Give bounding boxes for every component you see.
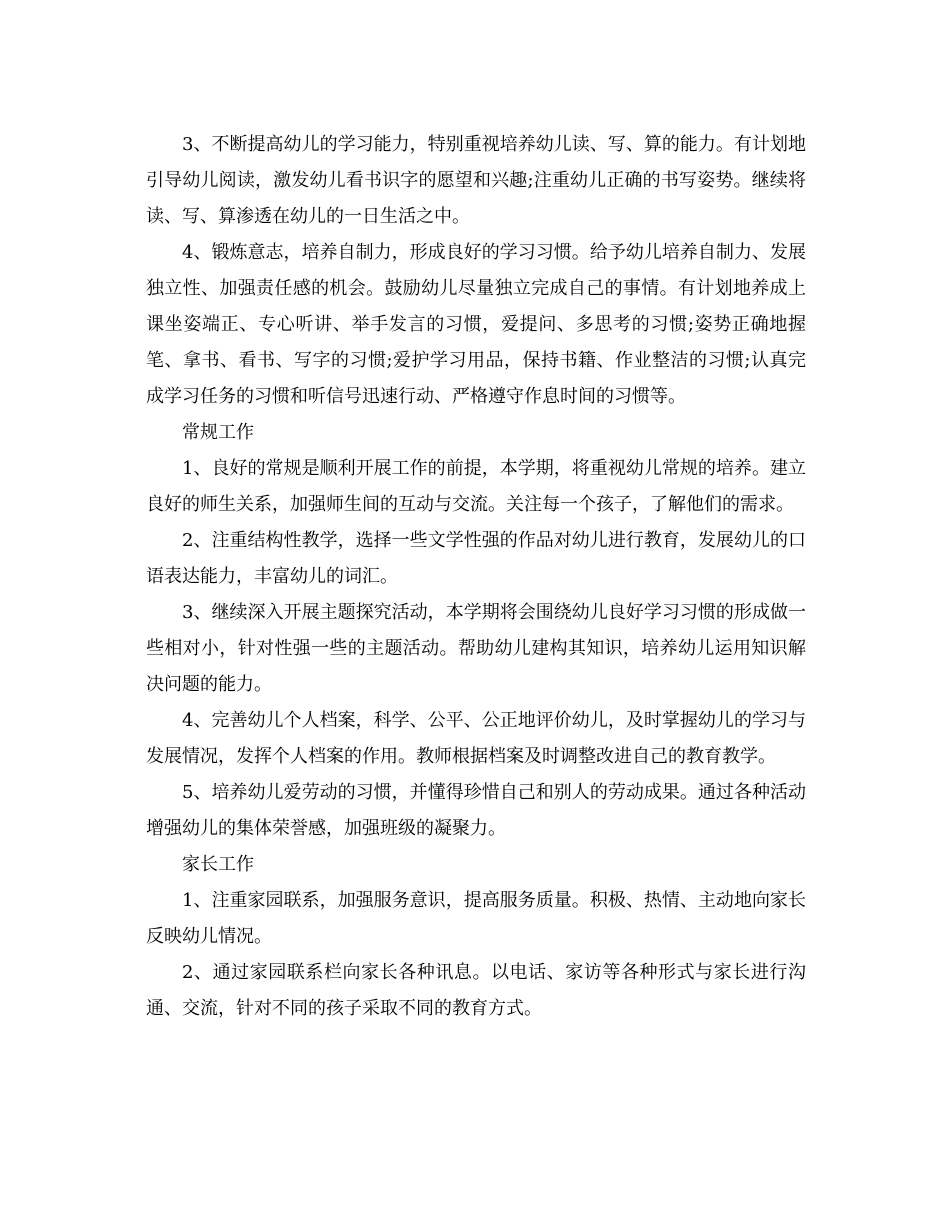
paragraph-parent-2: 2、通过家园联系栏向家长各种讯息。以电话、家访等各种形式与家长进行沟通、交流，针对不同的孩子采取不同的教育方式。: [146, 962, 806, 1019]
paragraph-routine-5: 5、培养幼儿爱劳动的习惯，并懂得珍惜自己和别人的劳动成果。通过各种活动增强幼儿的集体荣誉感，加强班级的凝聚力。: [146, 782, 806, 839]
document-page: [146, 127, 806, 1027]
section-heading-routine-work: 常规工作: [182, 422, 254, 443]
paragraph-parent-1: 1、注重家园联系，加强服务意识，提高服务质量。积极、热情、主动地向家长反映幼儿情况。: [146, 890, 806, 947]
paragraph-learning-habits: 4、锻炼意志，培养自制力，形成良好的学习习惯。给予幼儿培养自制力、发展独立性、加强责任感的机会。鼓励幼儿尽量独立完成自己的事情。有计划地养成上课坐姿端正、专心听讲、举手发言的习惯，爱提问、多思考的习惯;姿势正确地握笔、拿书、看书、写字的习惯;爱护学习用品，保持书籍、作业整洁的习惯;认真完成学习任务的习惯和听信号迅速行动、严格遵守作息时间的习惯等。: [146, 242, 806, 407]
paragraph-routine-4: 4、完善幼儿个人档案，科学、公平、公正地评价幼儿，及时掌握幼儿的学习与发展情况，发挥个人档案的作用。教师根据档案及时调整改进自己的教育教学。: [146, 710, 806, 767]
paragraph-routine-2: 2、注重结构性教学，选择一些文学性强的作品对幼儿进行教育，发展幼儿的口语表达能力，丰富幼儿的词汇。: [146, 530, 806, 587]
paragraph-routine-1: 1、良好的常规是顺利开展工作的前提，本学期，将重视幼儿常规的培养。建立良好的师生关系，加强师生间的互动与交流。关注每一个孩子，了解他们的需求。: [146, 458, 806, 515]
paragraph-routine-3: 3、继续深入开展主题探究活动，本学期将会围绕幼儿良好学习习惯的形成做一些相对小，针对性强一些的主题活动。帮助幼儿建构其知识，培养幼儿运用知识解决问题的能力。: [146, 602, 806, 695]
paragraph-literacy-ability: 3、不断提高幼儿的学习能力，特别重视培养幼儿读、写、算的能力。有计划地引导幼儿阅读，激发幼儿看书识字的愿望和兴趣;注重幼儿正确的书写姿势。继续将读、写、算渗透在幼儿的一日生活之中。: [146, 134, 806, 227]
section-heading-parent-work: 家长工作: [182, 854, 254, 875]
